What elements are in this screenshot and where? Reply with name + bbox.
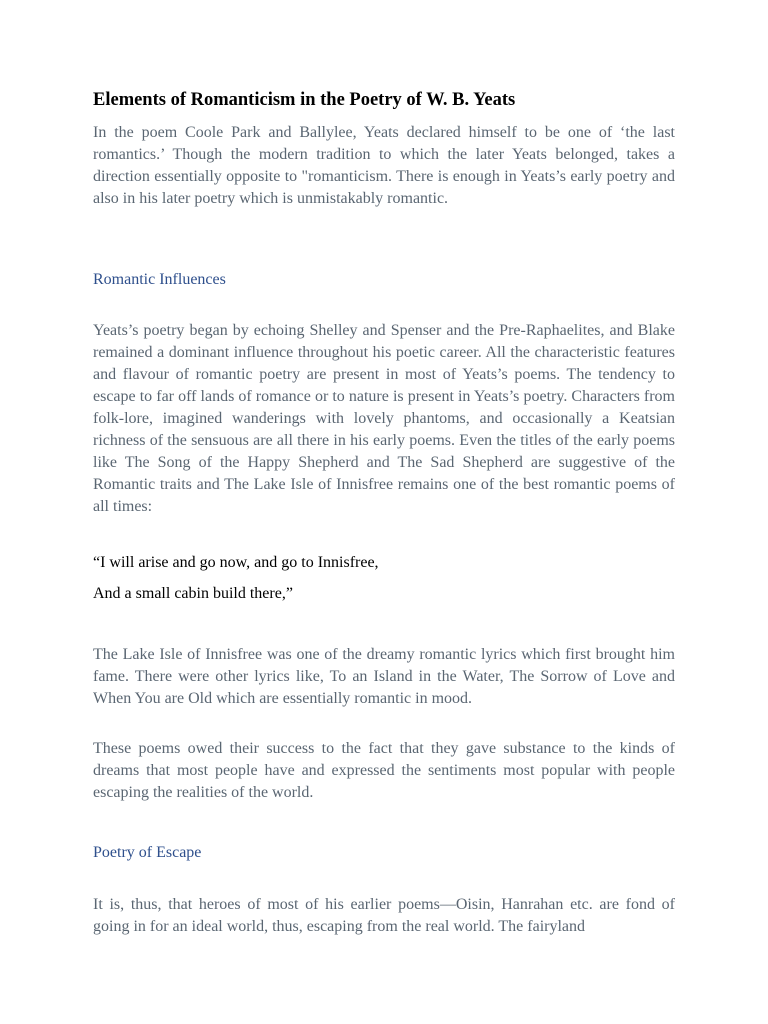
poetry-of-escape-paragraph: It is, thus, that heroes of most of his earlier poems—Oisin, Hanrahan etc. are fond of going in for an ideal world, thus, escaping from the real world. The fairyland: [93, 896, 675, 935]
poem-quote-line-2: And a small cabin build there,”: [93, 585, 293, 602]
document-title: Elements of Romanticism in the Poetry of W. B. Yeats: [93, 90, 516, 110]
poem-quote-line-1: “I will arise and go now, and go to Innisfree,: [93, 554, 379, 571]
intro-paragraph: In the poem Coole Park and Ballylee, Yeats declared himself to be one of ‘the last romantics.’ Though the modern tradition to which the later Yeats belonged, takes a direction essentially opposite to "romanticism. There is enough in Yeats’s early poetry and also in his later poetry which is unmistakably romantic.: [93, 124, 675, 207]
section-heading-romantic-influences: Romantic Influences: [93, 271, 226, 288]
poems-success-paragraph: These poems owed their success to the fact that they gave substance to the kinds of dreams that most people have and expressed the sentiments most popular with people escaping the realities of the world.: [93, 740, 675, 801]
romantic-influences-paragraph: Yeats’s poetry began by echoing Shelley and Spenser and the Pre-Raphaelites, and Blake remained a dominant influence throughout his poetic career. All the characteristic features and flavour of romantic poetry are present in most of Yeats’s poems. The tendency to escape to far off lands of romance or to nature is present in Yeats’s poetry. Characters from folk-lore, imagined wanderings with lovely phantoms, and occasionally a Keatsian richness of the sensuous are all there in his early poems. Even the titles of the early poems like The Song of the Happy Shepherd and The Sad Shepherd are suggestive of the Romantic traits and The Lake Isle of Innisfree remains one of the best romantic poems of all times:: [93, 322, 675, 515]
section-heading-poetry-of-escape: Poetry of Escape: [93, 844, 202, 861]
innisfree-paragraph: The Lake Isle of Innisfree was one of the dreamy romantic lyrics which first brought him fame. There were other lyrics like, To an Island in the Water, The Sorrow of Love and When You are Old which are essentially romantic in mood.: [93, 646, 675, 707]
